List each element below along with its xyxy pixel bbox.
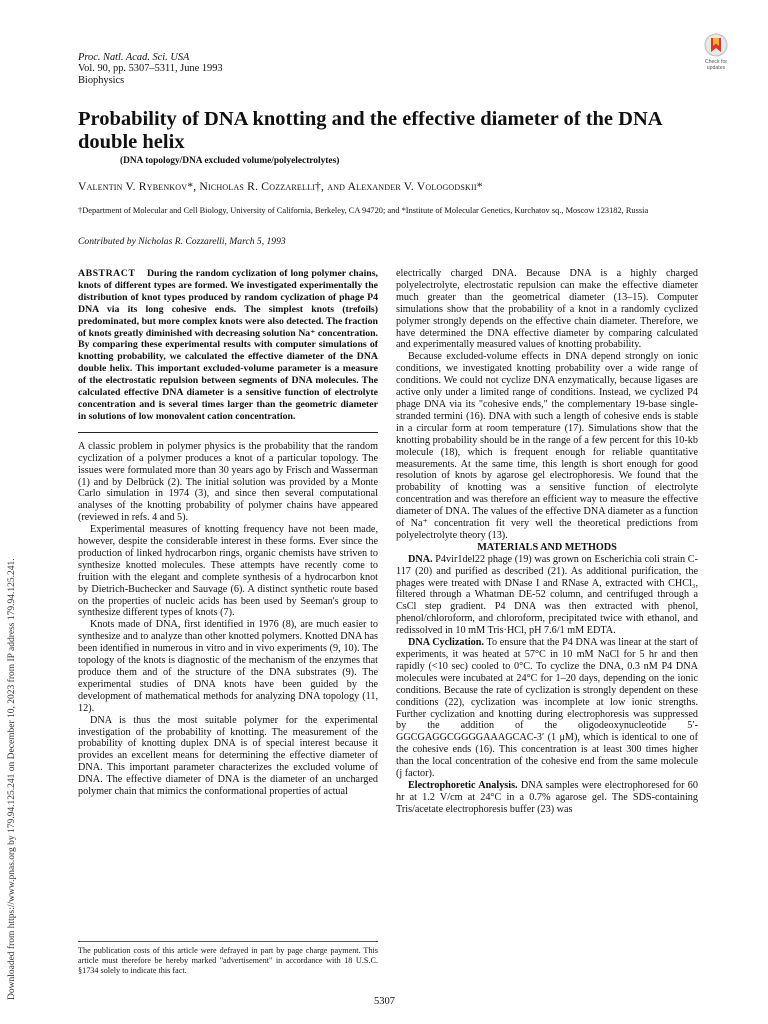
paragraph: Experimental measures of knotting frequency have not been made, however, despite the considerable interest in these forms. Ever since the production of linked hydrocarbon rings, organic chemists have striven to synthesize knotted molecules. These attempts have recently come to fruition with the elegant and complete synthesis of a hydrocarbon knot by Dietrich-Buchecker and Sauvage (6). A distinct synthetic route based on the properties of nucleic acids has been used by Seeman's group to synthesize different types of knots (7). <box>78 524 378 619</box>
abstract-text: During the random cyclization of long polymer chains, knots of different types are formed. We investigated experimentally the distribution of knot types produced by random cyclization of phage P4 DNA via its long cohesive ends. The simplest knots (trefoils) predominated, but more complex knots were also detected. The fraction of knots greatly diminished with decreasing solution Na⁺ concentration. By comparing these experimental results with computer simulations of knotting probability, we calculated the effective diameter of the DNA double helix. This important excluded-volume parameter is a measure of the electrostatic repulsion between segments of DNA molecules. The calculated effective DNA diameter is a sensitive function of electrolyte concentration and is several times larger than the geometric diameter in solutions of low monovalent cation concentration. <box>78 268 378 422</box>
methods-paragraph <box>396 637 698 780</box>
article-title: Probability of DNA knotting and the effective diameter of the DNA double helix <box>78 108 662 153</box>
journal-name: Proc. Natl. Acad. Sci. USA <box>78 52 190 63</box>
footnote-divider <box>78 941 378 942</box>
methods-paragraph <box>396 780 698 816</box>
methods-text: To ensure that the P4 DNA was linear at the start of experiments, it was heated at 57°C in 10 mM NaCl for 5 hr and then rapidly (<10 sec) cooled to 0°C. To cyclize the DNA, 0.3 nM P4 DNA molecules were incubated at 24°C for 1–20 days, depending on the ionic conditions. Because the rate of cyclization is strongly dependent on these conditions (22), cyclization was incomplete at low ionic strengths. Further cyclization and knotting during electrophoresis was suppressed by the addition of the oligodeoxynucleotide 5′-GGCGAGGCGGGGAAAGCAC-3′ (1 μM), which is identical to one of the cohesive ends (16). This concentration is at least 300 times higher than the local concentration of the cohesive end from the same molecule (j factor). <box>396 637 698 780</box>
abstract-divider <box>78 432 378 433</box>
check-for-updates-badge[interactable] <box>698 33 734 77</box>
runin-heading: DNA. <box>408 553 433 565</box>
page-number: 5307 <box>374 996 395 1007</box>
right-column <box>396 268 698 816</box>
affiliation: †Department of Molecular and Cell Biology, University of California, Berkeley, CA 94720; and *Institute of Molecular Genetics, Kurchatov sq., Moscow 123182, Russia <box>78 206 649 215</box>
runin-heading: Electrophoretic Analysis. <box>408 779 518 791</box>
methods-text: P4vir1del22 phage (19) was grown on Escherichia coli strain C-117 (20) and purified as described (21). As additional purification, the phages were treated with DNase I and RNase A, extracted with CHCl₃, filtered through a Whatman DE-52 column, and centrifuged through a CsCl step gradient. P4 DNA was then extracted with phenol, phenol/chloroform, and chloroform, precipitated twice with ethanol, and redissolved in 10 mM Tris·HCl, pH 7.6/1 mM EDTA. <box>396 553 698 637</box>
paragraph: Knots made of DNA, first identified in 1976 (8), are much easier to synthesize and to analyze than other knotted polymers. Knotted DNA has been identified in numerous in vitro and in vivo experiments (9, 10). The topology of the knots is diagnostic of the mechanism of the enzymes that produce them and of the structure of the DNA substrates (9). The experimental studies of DNA knots have been guided by the development of mathematical methods for analyzing DNA topology (11, 12). <box>78 619 378 714</box>
badge-label-1: Check for <box>704 59 728 65</box>
download-notice: Downloaded from https://www.pnas.org by 179.94.125.241 on December 10, 2023 from IP address 179.94.125.241. <box>7 558 17 1000</box>
footnote: The publication costs of this article were defrayed in part by page charge payment. This article must therefore be hereby marked "advertisement" in accordance with 18 U.S.C. §1734 solely to indicate this fact. <box>78 946 378 975</box>
journal-header <box>78 52 223 86</box>
paragraph: Because excluded-volume effects in DNA depend strongly on ionic conditions, we investigated knotting probability over a wide range of conditions. We could not cyclize DNA enzymatically, because ligases are active only under a limited range of conditions. Instead, we cyclized P4 phage DNA via its "cohesive ends," the complementary 19-base single-stranded termini (16). DNA with such a length of cohesive ends is stable in a circular form at room temperature (17). Simulations show that the knotting probability should be in the range of a few percent for this 10-kb molecule (18), which is frequent enough for reliable quantitative measurements. At the same time, this length is short enough for good resolution of knots by agarose gel electrophoresis. We found that the probability of knotting was a sensitive function of electrolyte concentration and was therefore an efficient way to measure the effective diameter of DNA. The values of the effective DNA diameter as a function of Na⁺ concentration fit very well the theoretical predictions from polyelectrolyte theory (13). <box>396 351 698 541</box>
journal-section: Biophysics <box>78 74 125 86</box>
badge-label-2: updates <box>706 65 726 71</box>
paragraph: DNA is thus the most suitable polymer for the experimental investigation of the probability of knotting. The measurement of the probability of knotting duplex DNA is of special interest because it provides an excellent means for determining the effective diameter of DNA. This important parameter characterizes the excluded volume of DNA. The effective diameter of DNA is the diameter of an uncharged polymer chain that mimics the conformational properties of actual <box>78 714 378 798</box>
runin-heading: DNA Cyclization. <box>408 637 484 649</box>
section-heading: MATERIALS AND METHODS <box>477 541 617 553</box>
keywords: (DNA topology/DNA excluded volume/polyelectrolytes) <box>120 156 340 166</box>
contributed-by: Contributed by Nicholas R. Cozzarelli, March 5, 1993 <box>78 236 286 247</box>
abstract-heading: ABSTRACT <box>78 268 136 279</box>
bookmark-icon <box>704 33 728 59</box>
abstract <box>78 268 378 423</box>
paragraph: A classic problem in polymer physics is the probability that the random cyclization of a polymer produces a knot of a particular topology. The issues were formulated more than 30 years ago by Frisch and Wasserman (1) and by Delbrück (2). The initial solution was provided by a Monte Carlo simulation in 1974 (3), and since then several computational analyses of the knotting probability of polymer chains have appeared (reviewed in refs. 4 and 5). <box>78 440 378 524</box>
journal-volume: Vol. 90, pp. 5307–5311, June 1993 <box>78 63 223 75</box>
paragraph: electrically charged DNA. Because DNA is a highly charged polyelectrolyte, electrostatic repulsion can make the effective diameter much greater than the geometrical diameter (13–15). Computer simulations show that the probability of a knot in a randomly cyclized polymer strongly depends on the effective chain diameter. Therefore, we have determined the DNA effective diameter by comparing calculated and experimentally measured values of knotting probability. <box>396 268 698 351</box>
methods-text: DNA samples were electrophoresed for 60 hr at 1.2 V/cm at 24°C in a 0.7% agarose gel. The SDS-containing Tris/acetate electrophoresis buffer (23) was <box>396 779 698 815</box>
methods-paragraph <box>396 554 698 637</box>
authors: Valentin V. Rybenkov*, Nicholas R. Cozzarelli†, and Alexander V. Vologodskii* <box>78 180 483 193</box>
left-column <box>78 268 378 798</box>
